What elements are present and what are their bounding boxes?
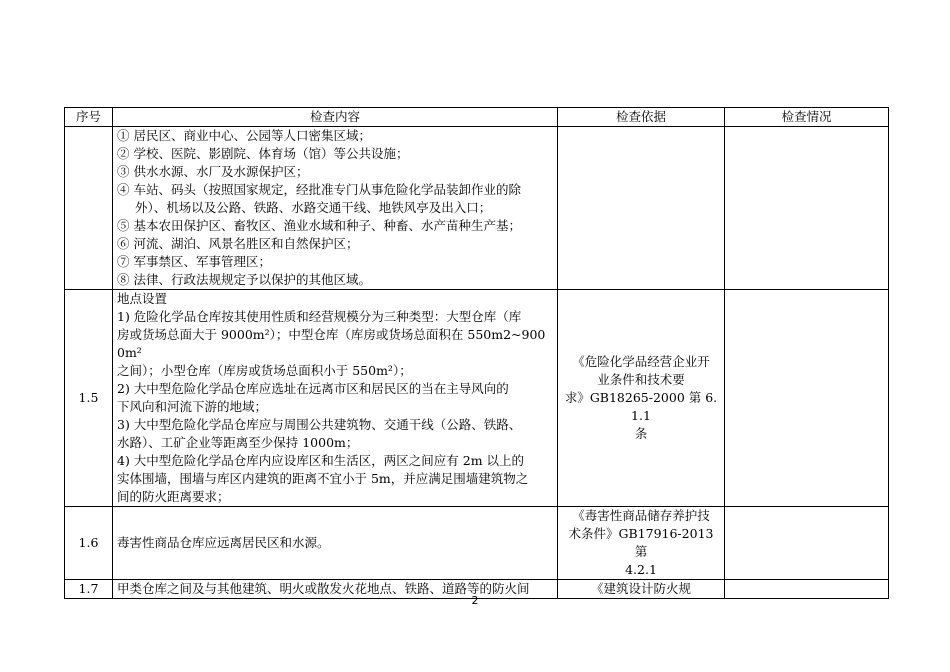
- content-line: ② 学校、医院、影剧院、体育场（馆）等公共设施；: [117, 146, 409, 161]
- content-line: 之间）；小型仓库（库房或货场总面积小于 550m²）；: [117, 363, 412, 378]
- row-seq: 1.5: [65, 290, 113, 507]
- row-status: [725, 290, 889, 507]
- content-line: 实体围墙，围墙与库区内建筑的距离不宜小于 5m，并应满足围墙建筑物之: [117, 471, 529, 486]
- content-line: ⑧ 法律、行政法规规定予以保护的其他区域。: [117, 272, 371, 287]
- content-line: 外）、机场以及公路、铁路、水路交通干线、地铁风亭及出入口；: [135, 200, 492, 215]
- row-basis: [558, 127, 725, 290]
- row-status: [725, 507, 889, 580]
- content-line: 地点设置: [117, 291, 168, 306]
- basis-line: 术条件》GB17916-2013 第: [568, 526, 714, 559]
- row-seq: [65, 127, 113, 290]
- content-line: 4) 大中型危险化学品仓库内应设库区和生活区，两区之间应有 2m 以上的: [117, 453, 525, 468]
- basis-line: 《危险化学品经营企业开: [572, 354, 710, 369]
- row-content: [113, 290, 558, 507]
- header-content: 检查内容: [113, 108, 558, 127]
- row-content: [113, 127, 558, 290]
- content-line: ③ 供水水源、水厂及水源保护区；: [117, 164, 309, 179]
- header-status: 检查情况: [725, 108, 889, 127]
- basis-line: 4.2.1: [625, 562, 657, 577]
- table-row: [65, 127, 889, 290]
- content-line: 3) 大中型危险化学品仓库应与周围公共建筑物、交通干线（公路、铁路、: [117, 417, 522, 432]
- table-header-row: [65, 108, 889, 127]
- content-line: 房或货场总面大于 9000m²）；中型仓库（库房或货场总面积在 550m2~9000m²: [117, 327, 546, 360]
- basis-line: 业条件和技术要: [597, 372, 685, 387]
- content-line: 1) 危险化学品仓库按其使用性质和经营规模分为三种类型：大型仓库（库: [117, 309, 522, 324]
- row-content: 毒害性商品仓库应远离居民区和水源。: [113, 507, 558, 580]
- header-seq: 序号: [65, 108, 113, 127]
- content-line: 水路）、工矿企业等距离至少保持 1000m；: [117, 435, 359, 450]
- basis-line: 《毒害性商品储存养护技: [572, 508, 710, 523]
- content-line: ⑤ 基本农田保护区、畜牧区、渔业水域和种子、种畜、水产苗种生产基；: [117, 218, 521, 233]
- table-row: [65, 290, 889, 507]
- row-basis: 《建筑设计防火规: [558, 580, 725, 599]
- row-status: [725, 127, 889, 290]
- inspection-table: [64, 107, 889, 599]
- header-basis: 检查依据: [558, 108, 725, 127]
- content-line: 2) 大中型危险化学品仓库应选址在远离市区和居民区的当在主导风向的: [117, 381, 509, 396]
- table-row: [65, 507, 889, 580]
- content-line: ④ 车站、码头（按照国家规定，经批准专门从事危险化学品装卸作业的除: [117, 182, 521, 197]
- content-line: ① 居民区、商业中心、公园等人口密集区域；: [117, 128, 371, 143]
- content-line: 间的防火距离要求；: [117, 489, 230, 504]
- basis-line: 求》GB18265-2000 第 6.1.1: [564, 390, 718, 423]
- page-number: 2: [471, 594, 479, 607]
- row-content: 甲类仓库之间及与其他建筑、明火或散发火花地点、铁路、道路等的防火间: [113, 580, 558, 599]
- row-seq: 1.7: [65, 580, 113, 599]
- row-basis: [558, 290, 725, 507]
- content-line: ⑥ 河流、湖泊、风景名胜区和自然保护区；: [117, 236, 359, 251]
- content-line: 下风向和河流下游的地域；: [117, 399, 268, 414]
- content-line: ⑦ 军事禁区、军事管理区；: [117, 254, 271, 269]
- basis-line: 条: [634, 426, 648, 441]
- row-basis: [558, 507, 725, 580]
- row-seq: 1.6: [65, 507, 113, 580]
